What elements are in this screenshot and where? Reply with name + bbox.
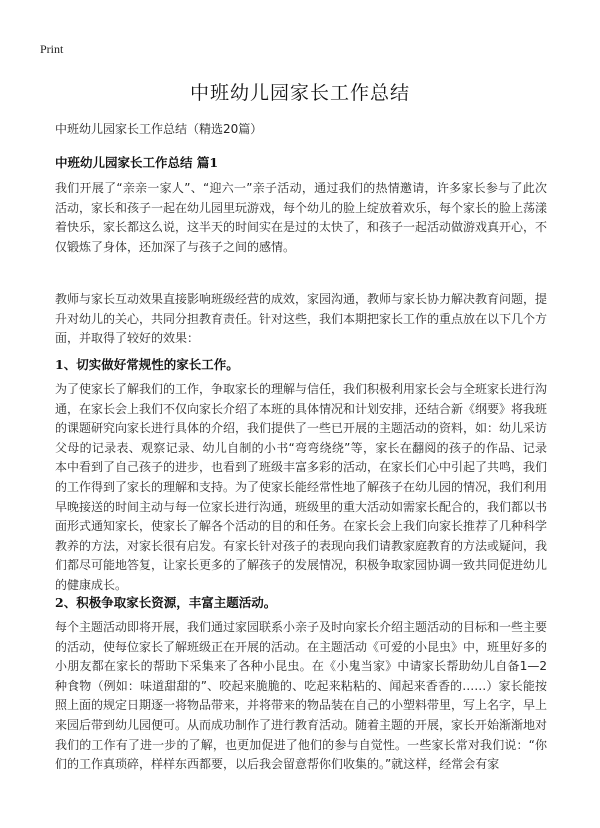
paragraph-2: 教师与家长互动效果直接影响班级经营的成效，家园沟通，教师与家长协力解决教育问题，提升对幼儿的关心，共同分担教育责任。针对这些，我们本期把家长工作的重点放在以下几个方面，并取得了较好的效果： [55, 292, 548, 346]
print-link[interactable]: Print [40, 42, 64, 56]
paragraph-3: 为了使家长了解我们的工作，争取家长的理解与信任，我们积极利用家长会与全班家长进行沟通，在家长会上我们不仅向家长介绍了本班的具体情况和计划安排，还结合新《纲要》将我班的课题研究向家长进行具体的介绍，我们提供了一些已开展的主题活动的资料，如：幼儿采访父母的记录表、观察记录、幼儿自制的小书“弯弯绕绕”等，家长在翻阅的孩子的作品、记录本中看到了自己孩子的进步，也看到了班级丰富多彩的活动，在家长们心中引起了共鸣，我们的工作得到了家长的理解和支持。为了使家长能经常性地了解孩子在幼儿园的情况，我们利用早晚接送的时间主动与每一位家长进行沟通，班级里的重大活动如需家长配合的，我们都以书面形式通知家长，使家长了解各个活动的目的和任务。在家长会上我们向家长推荐了几种科学教养的方法，对家长很有启发。有家长针对孩子的表现向我们请教家庭教育的方法或疑问，我们都尽可能地答复，让家长更多的了解孩子的发展情况，积极争取家园协调一致共同促进幼儿的健康成长。 [55, 382, 548, 592]
page-title: 中班幼儿园家长工作总结 [189, 82, 410, 104]
subheading-2: 2、积极争取家长资源，丰富主题活动。 [55, 595, 277, 610]
section-heading: 中班幼儿园家长工作总结 篇1 [55, 155, 219, 170]
document-subtitle: 中班幼儿园家长工作总结（精选20篇） [55, 122, 263, 136]
subheading-1: 1、切实做好常规性的家长工作。 [55, 357, 239, 372]
paragraph-4: 每个主题活动即将开展，我们通过家园联系小亲子及时向家长介绍主题活动的目标和一些主要的活动，使每位家长了解班级正在开展的活动。在主题活动《可爱的小昆虫》中，班里好多的小朋友都在家长的帮助下采集来了各种小昆虫。在《小鬼当家》中请家长帮助幼儿自备1—2种食物（例如：味道甜甜的”、咬起来脆脆的、吃起来粘粘的、闻起来香香的……）家长能按照上面的规定日期逐一将物品带来，并将带来的物品装在自己的小塑料带里，写上名字，早上来园后带到幼儿园便可。从而成功制作了进行教育活动。随着主题的开展，家长开始渐渐地对我们的工作有了进一步的了解，也更加促进了他们的参与自觉性。一些家长常对我们说：“你们的工作真琐碎，样样东西都要，以后我会留意帮你们收集的。”就这样，经常会有家 [55, 620, 548, 772]
paragraph-1: 我们开展了“亲亲一家人”、“迎六一”亲子活动，通过我们的热情邀请，许多家长参与了此次活动，家长和孩子一起在幼儿园里玩游戏，每个幼儿的脸上绽放着欢乐，每个家长的脸上荡漾着快乐，家长都这么说，这半天的时间实在是过的太快了，和孩子一起活动做游戏真开心，不仅锻炼了身体，还加深了与孩子之间的感情。 [55, 181, 548, 254]
